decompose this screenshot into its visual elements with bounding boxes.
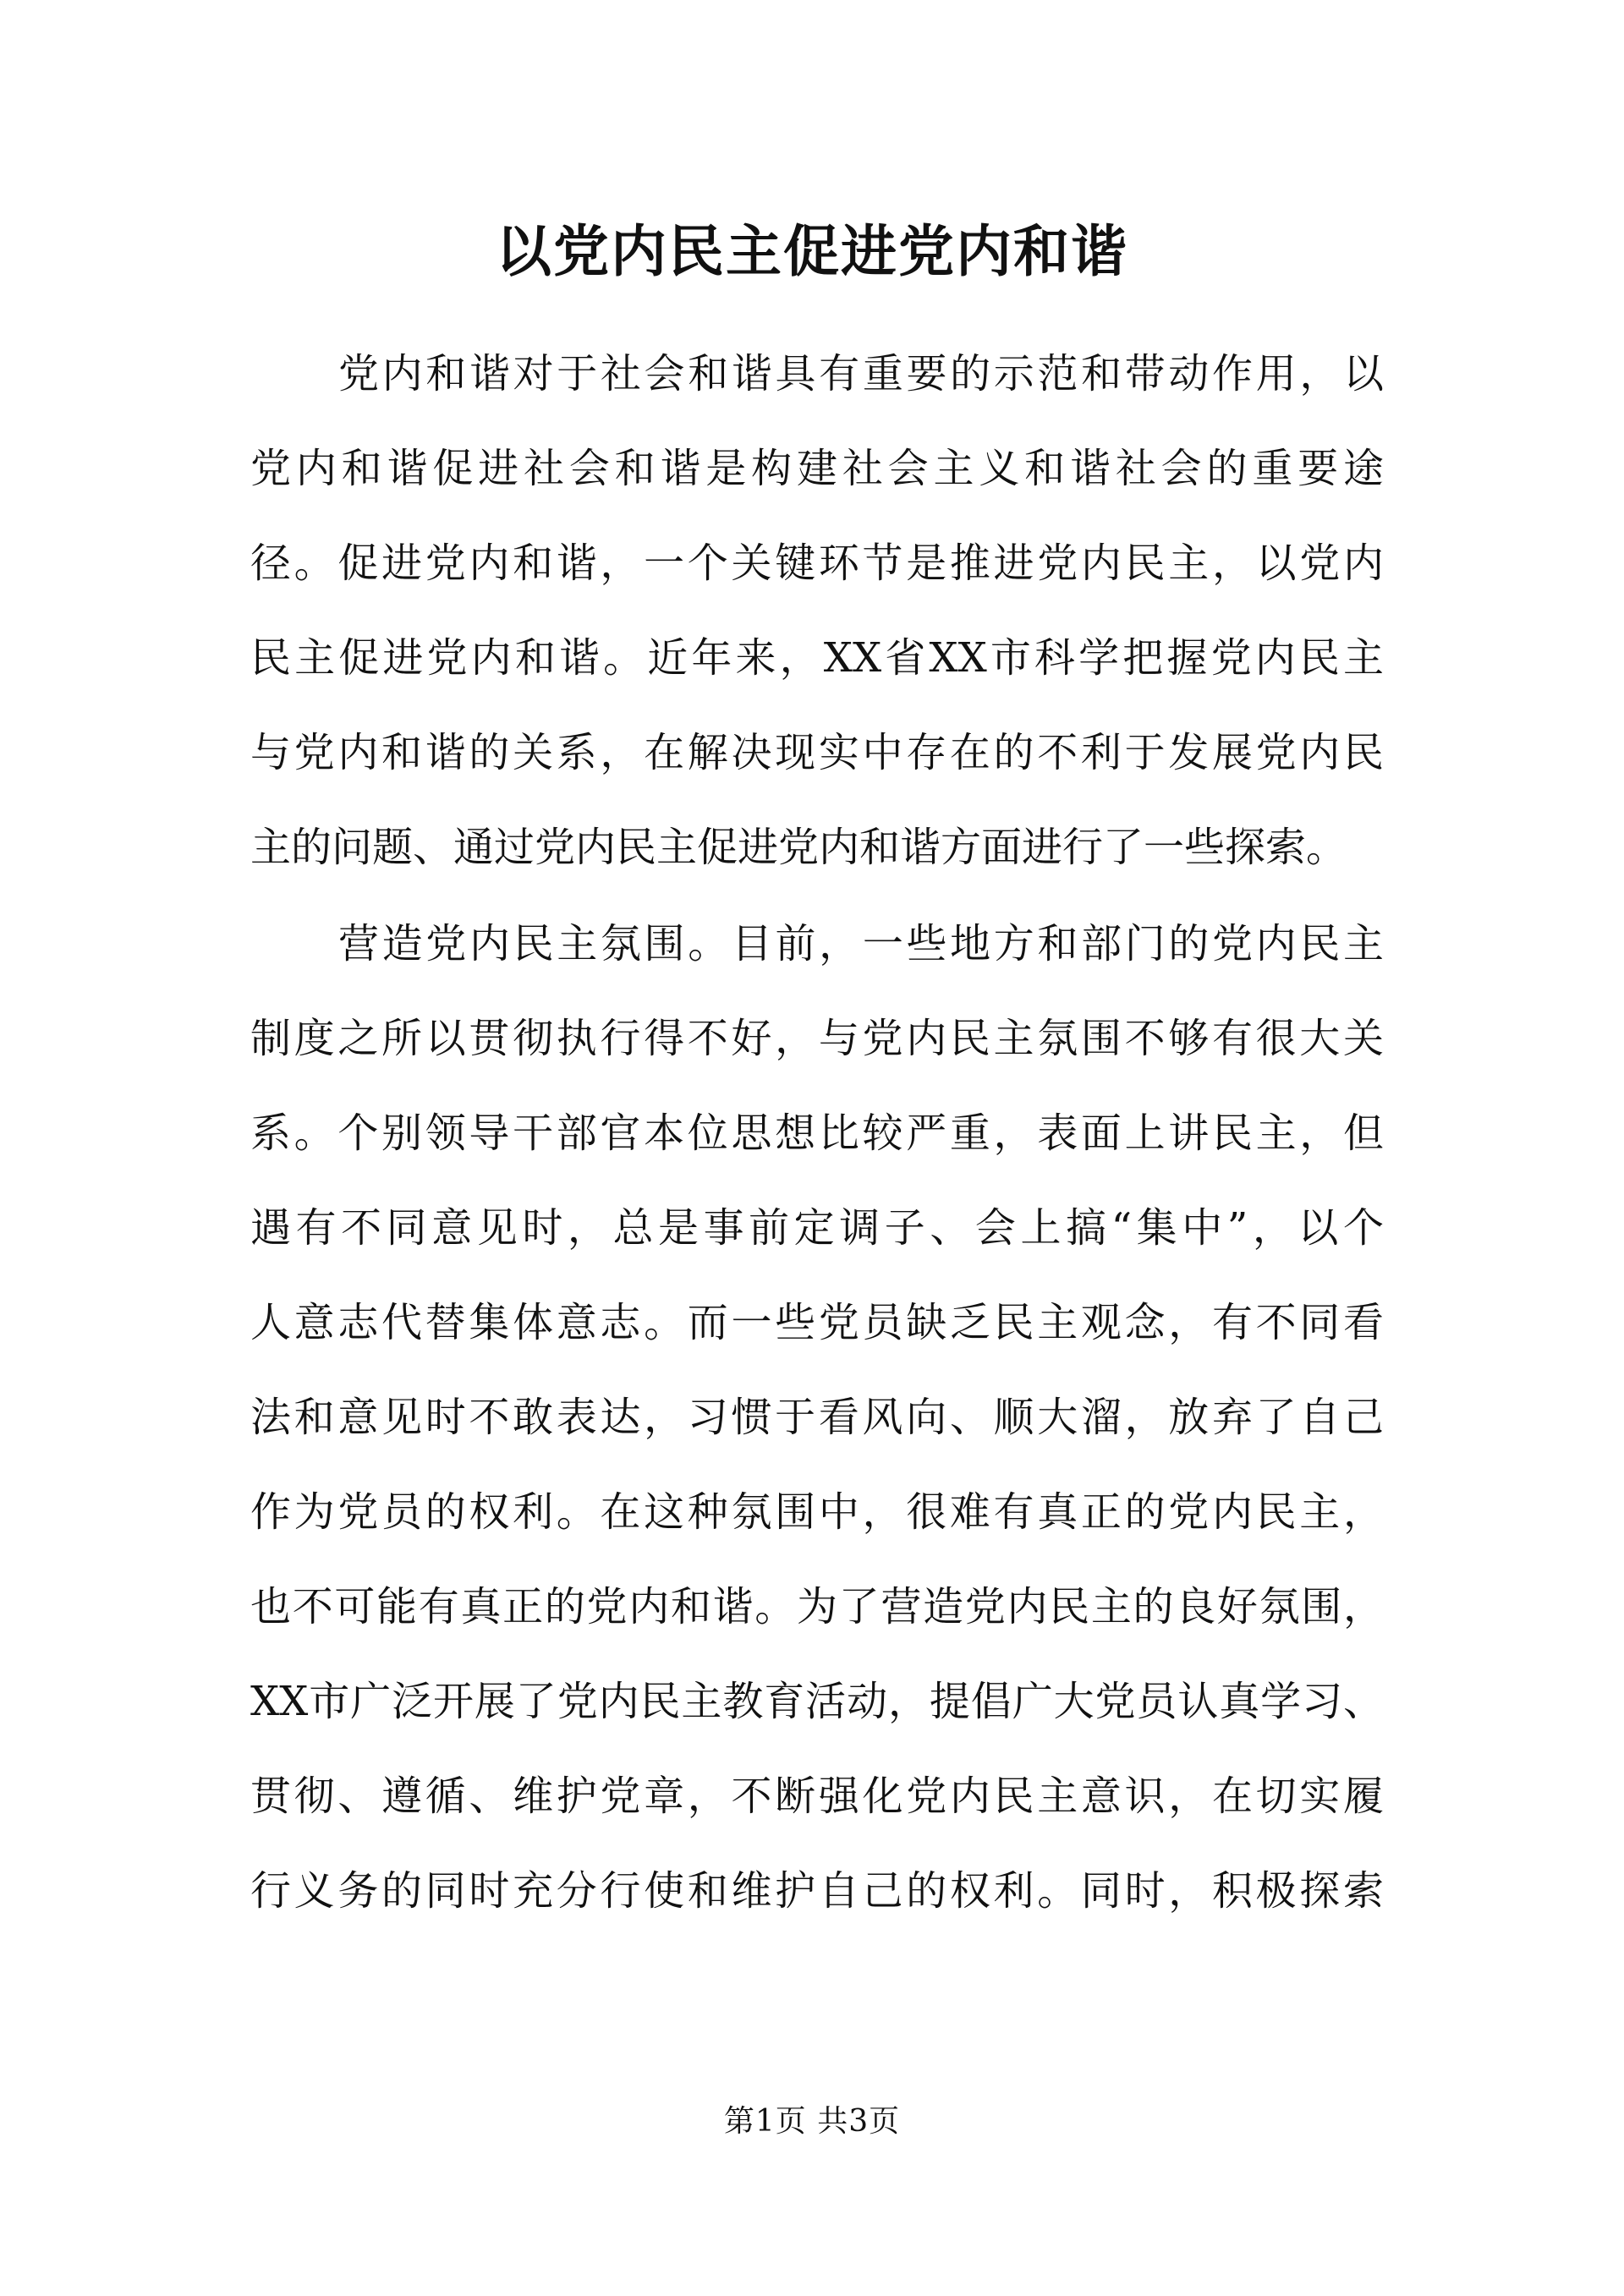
body-line: 法和意见时不敢表达，习惯于看风向、顺大溜，放弃了自己: [250, 1394, 1384, 1441]
body-line: 系。个别领导干部官本位思想比较严重，表面上讲民主，但: [250, 1110, 1384, 1157]
body-line: 制度之所以贯彻执行得不好，与党内民主氛围不够有很大关: [250, 1015, 1384, 1062]
body-line: 主的问题、通过党内民主促进党内和谐方面进行了一些探索。: [250, 824, 1347, 871]
body-line: 党内和谐促进社会和谐是构建社会主义和谐社会的重要途: [250, 445, 1384, 492]
body-line: 党内和谐对于社会和谐具有重要的示范和带动作用，以: [338, 350, 1384, 397]
body-line: 营造党内民主氛围。目前，一些地方和部门的党内民主: [338, 920, 1384, 967]
body-line: 行义务的同时充分行使和维护自己的权利。同时，积极探索: [250, 1867, 1384, 1915]
body-line: XX市广泛开展了党内民主教育活动，提倡广大党员认真学习、: [250, 1678, 1384, 1725]
body-line: 也不可能有真正的党内和谐。为了营造党内民主的良好氛围，: [250, 1583, 1384, 1630]
body-line: 人意志代替集体意志。而一些党员缺乏民主观念，有不同看: [250, 1299, 1384, 1346]
body-line: 遇有不同意见时，总是事前定调子、会上搞“集中”，以个: [250, 1204, 1384, 1252]
body-line: 径。促进党内和谐，一个关键环节是推进党内民主，以党内: [250, 540, 1384, 587]
document-title: 以党内民主促进党内和谐: [496, 218, 1128, 284]
body-line: 作为党员的权利。在这种氛围中，很难有真正的党内民主，: [250, 1488, 1384, 1536]
body-line: 贯彻、遵循、维护党章，不断强化党内民主意识，在切实履: [250, 1773, 1384, 1820]
page-number: 第1页 共3页: [723, 2104, 901, 2139]
body-line: 民主促进党内和谐。近年来，XX省XX市科学把握党内民主: [250, 634, 1384, 682]
body-line: 与党内和谐的关系，在解决现实中存在的不利于发展党内民: [250, 729, 1384, 776]
